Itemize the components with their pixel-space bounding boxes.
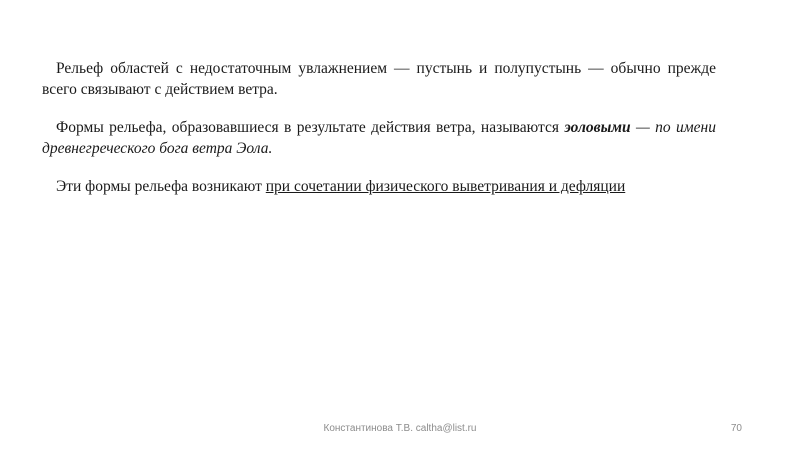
paragraph-aeolian-definition xyxy=(42,117,716,159)
aeolian-term: эоловыми xyxy=(564,119,631,136)
page-number: 70 xyxy=(730,423,742,434)
slide-body xyxy=(42,58,716,214)
paragraph-2-text-after: — по имени древнегреческого бога ветра Эола. xyxy=(42,119,716,157)
paragraph-1-text: Рельеф областей с недостаточным увлажнением — пустынь и полупустынь — обычно прежде всего связывают с действием ветра. xyxy=(42,60,716,98)
paragraph-formation-conditions xyxy=(42,176,716,197)
paragraph-2-text-before: Формы рельефа, образовавшиеся в результате действия ветра, называются xyxy=(56,119,565,136)
footer-author: Константинова Т.В. caltha@list.ru xyxy=(323,423,477,434)
paragraph-3-text-before: Эти формы рельефа возникают xyxy=(56,178,266,195)
underlined-phrase: при сочетании физического выветривания и дефляции xyxy=(265,178,626,195)
paragraph-relief-intro xyxy=(42,58,716,100)
